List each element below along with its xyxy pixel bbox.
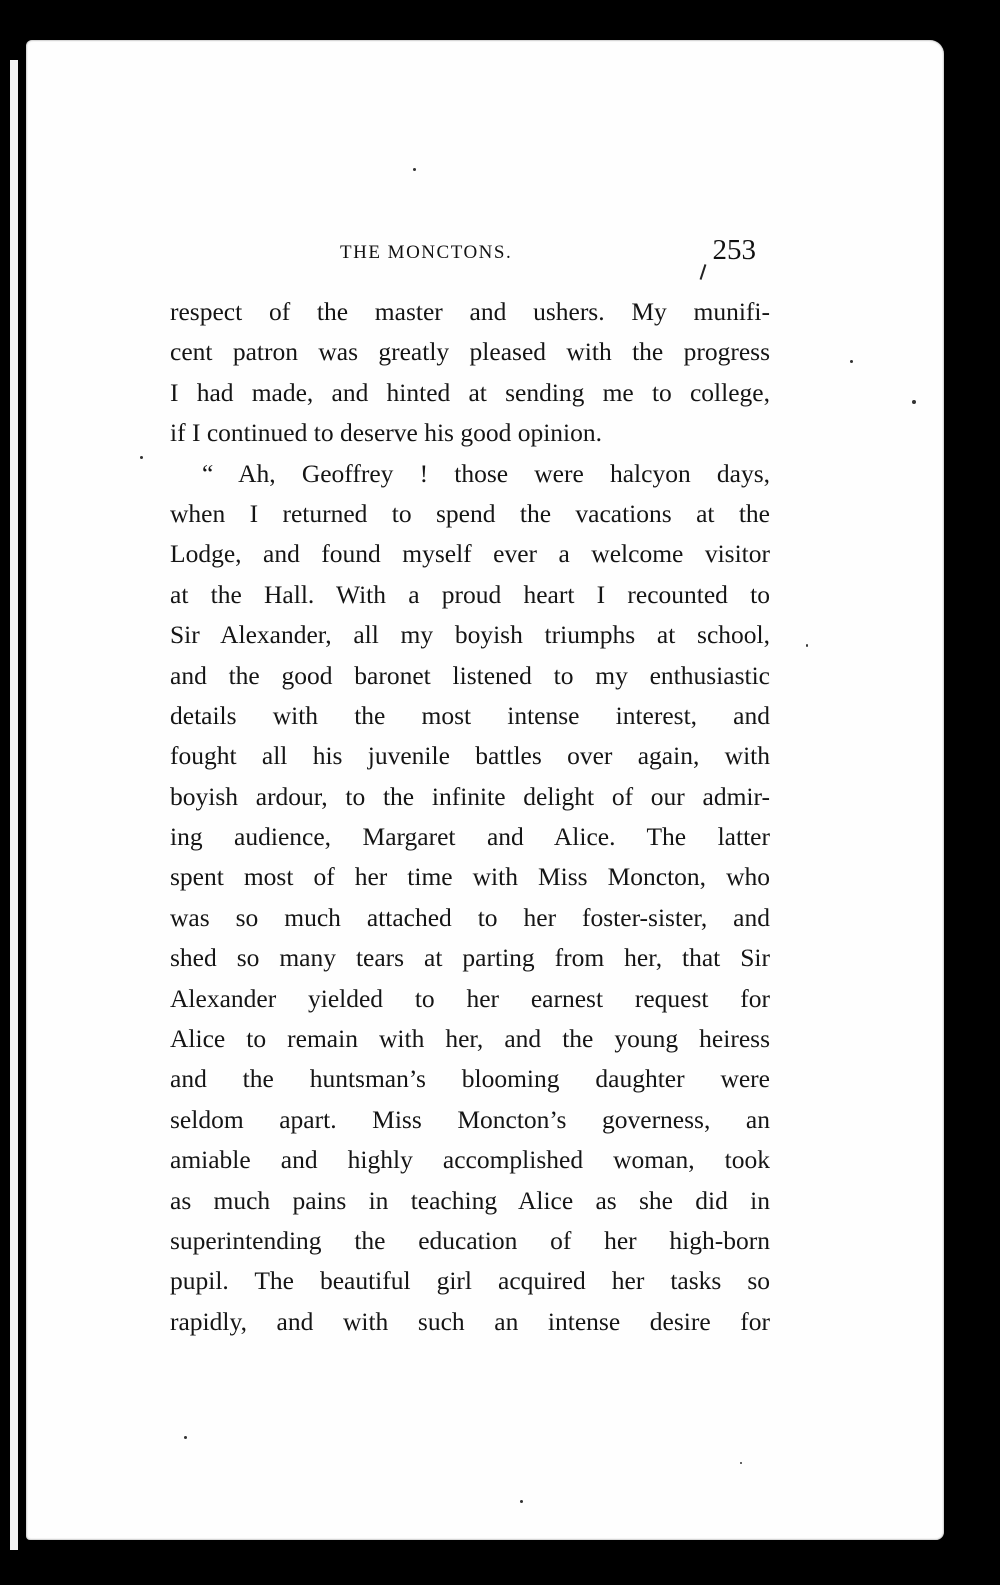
text-line: amiable and highly accomplished woman, took [170,1145,770,1175]
text-line: Lodge, and found myself ever a welcome visitor [170,539,770,569]
text-line: shed so many tears at parting from her, that Sir [170,943,770,973]
scan-speck [520,1500,523,1503]
text-line: cent patron was greatly pleased with the progress [170,337,770,367]
running-title: THE MONCTONS. [340,242,513,263]
text-line: when I returned to spend the vacations at the [170,498,770,528]
scan-speck [413,168,416,171]
scan-speck [740,1462,742,1464]
text-line: boyish ardour, to the infinite delight of our admir- [170,781,770,811]
text-line: superintending the education of her high-born [170,1225,770,1255]
text-line: as much pains in teaching Alice as she did in [170,1185,770,1215]
scan-speck [806,644,808,647]
scan-left-edge [10,60,18,1550]
text-line: Alexander yielded to her earnest request for [170,983,770,1013]
text-line: I had made, and hinted at sending me to college, [170,377,770,407]
text-line: respect of the master and ushers. My munifi- [170,297,770,326]
text-line: was so much attached to her foster-sister, and [170,902,770,932]
text-line: and the good baronet listened to my enthusiastic [170,660,770,690]
scan-speck [912,400,916,404]
scan-speck [184,1436,187,1439]
scan-speck [140,456,143,459]
text-line: rapidly, and with such an intense desire for [170,1306,770,1336]
text-line: ing audience, Margaret and Alice. The latter [170,822,770,852]
text-line: Alice to remain with her, and the young heiress [170,1024,770,1054]
text-line: seldom apart. Miss Moncton’s governess, an [170,1104,770,1134]
text-line: “ Ah, Geoffrey ! those were halcyon days, [202,458,770,488]
page-number: 253 [712,234,756,266]
running-head [170,234,770,274]
text-line: and the huntsman’s blooming daughter were [170,1064,770,1094]
text-line: Sir Alexander, all my boyish triumphs at school, [170,620,770,650]
text-line: pupil. The beautiful girl acquired her tasks so [170,1266,770,1296]
text-line: details with the most intense interest, and [170,700,770,730]
text-line: at the Hall. With a proud heart I recounted to [170,579,770,609]
text-line: fought all his juvenile battles over again, with [170,741,770,771]
text-line: spent most of her time with Miss Moncton, who [170,862,770,892]
scan-speck [850,360,853,363]
text-line: if I continued to deserve his good opinion. [170,418,603,448]
body-text [170,292,770,1342]
